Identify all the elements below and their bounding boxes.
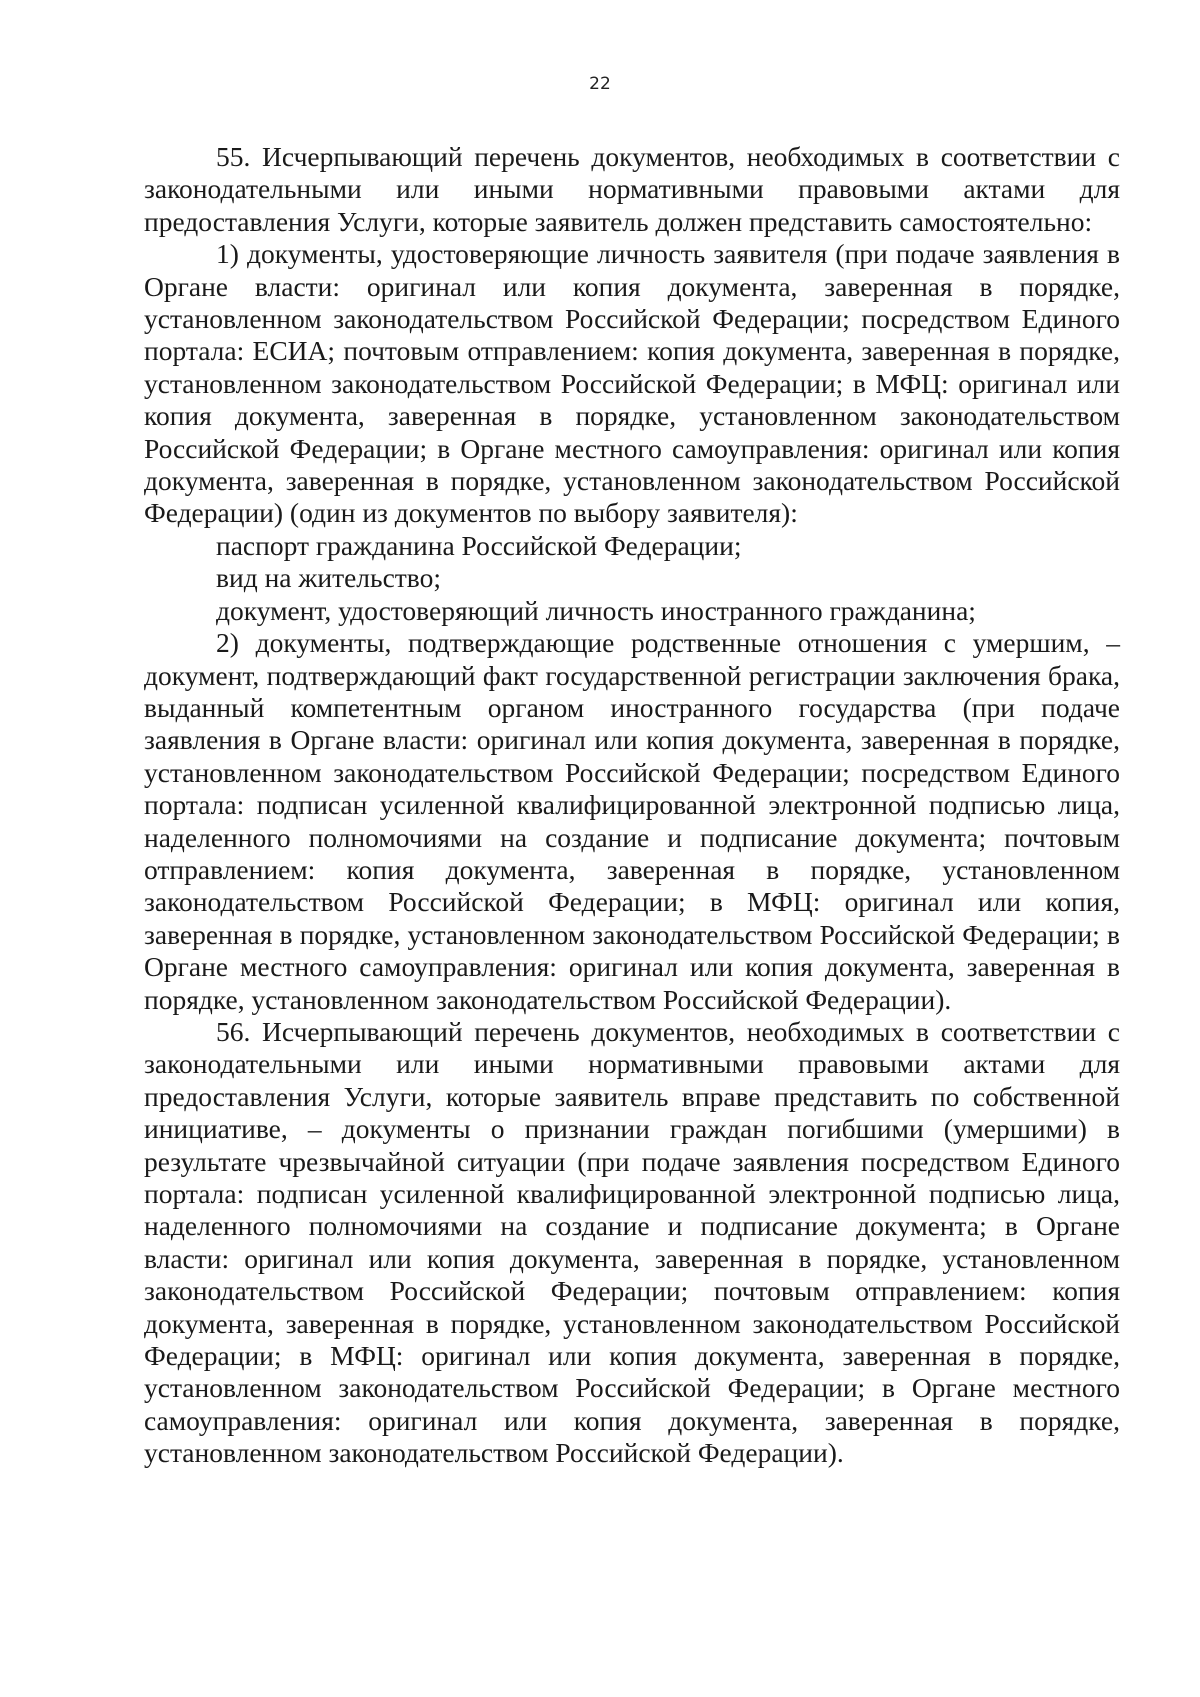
- list-item-residence-permit: вид на жительство;: [216, 562, 441, 594]
- paragraph-56: 56. Исчерпывающий перечень документов, необходимых в соответствии с законодательными или иными нормативными правовыми актами для предоставления Услуги, которые заявитель вправе представить по собственной инициативе, – документы о признании граждан погибшими (умершими) в результате чрезвычайной ситуации (при подаче заявления посредством Единого портала: подписан усиленной квалифицированной электронной подписью лица, наделенного полномочиями на создание и подписание документа; в Органе власти: оригинал или копия документа, заверенная в порядке, установленном законодательством Российской Федерации; почтовым отправлением: копия документа, заверенная в порядке, установленном законодательством Российской Федерации; в МФЦ: оригинал или копия документа, заверенная в порядке, установленном законодательством Российской Федерации; в Органе местного самоуправления: оригинал или копия документа, заверенная в порядке, установленном законодательством Российской Федерации).: [144, 1015, 1120, 1469]
- paragraph-55-item-2: 2) документы, подтверждающие родственные отношения с умершим, – документ, подтверждающий факт государственной регистрации заключения брака, выданный компетентным органом иностранного государства (при подаче заявления в Органе власти: оригинал или копия документа, заверенная в порядке, установленном законодательством Российской Федерации; посредством Единого портала: подписан усиленной квалифицированной электронной подписью лица, наделенного полномочиями на создание и подписание документа; почтовым отправлением: копия документа, заверенная в порядке, установленном законодательством Российской Федерации; в МФЦ: оригинал или копия, заверенная в порядке, установленном законодательством Российской Федерации; в Органе местного самоуправления: оригинал или копия документа, заверенная в порядке, установленном законодательством Российской Федерации).: [144, 627, 1120, 1015]
- list-item-passport: паспорт гражданина Российской Федерации;: [216, 529, 742, 561]
- document-body: [144, 141, 1120, 1470]
- paragraph-55-item-1: 1) документы, удостоверяющие личность заявителя (при подаче заявления в Органе власти: оригинал или копия документа, заверенная в порядке, установленном законодательством Российской Федерации; посредством Единого портала: ЕСИА; почтовым отправлением: копия документа, заверенная в порядке, установленном законодательством Российской Федерации; в МФЦ: оригинал или копия документа, заверенная в порядке, установленном законодательством Российской Федерации; в Органе местного самоуправления: оригинал или копия документа, заверенная в порядке, установленном законодательством Российской Федерации) (один из документов по выбору заявителя):: [144, 238, 1120, 529]
- page-number: 22: [589, 74, 611, 94]
- list-item-foreign-id: документ, удостоверяющий личность иностранного гражданина;: [216, 594, 976, 626]
- paragraph-55: 55. Исчерпывающий перечень документов, необходимых в соответствии с законодательными или иными нормативными правовыми актами для предоставления Услуги, которые заявитель должен представить самостоятельно:: [144, 141, 1120, 237]
